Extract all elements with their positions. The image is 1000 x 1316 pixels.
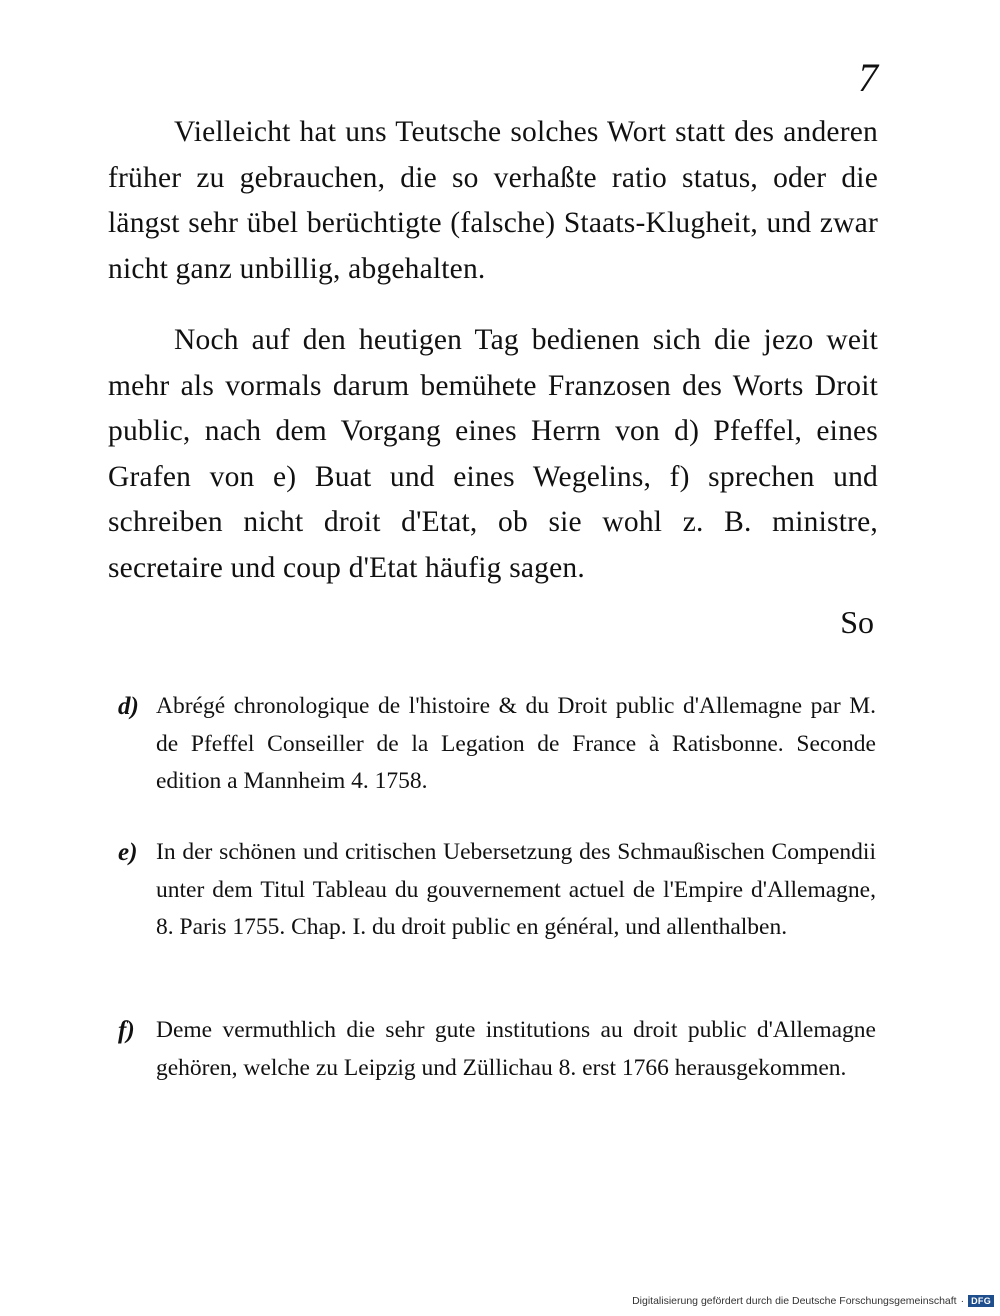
paragraph-1-text: Vielleicht hat uns Teutsche solches Wort statt des anderen früher zu gebrauchen, die so verhaßte ratio status, oder die längst sehr übel berüchtigte (falsche) Staats-Klugheit, und zwar nicht ganz unbillig, abgehalten. — [108, 116, 878, 285]
footnote-d — [118, 688, 876, 801]
footnote-e-mark: e) — [118, 839, 138, 866]
footer-separator: · — [960, 1295, 965, 1307]
footnote-d-text: Abrégé chronologique de l'histoire & du Droit public d'Allemagne par M. de Pfeffel Conseiller de la Legation de France à Ratisbonne. Seconde edition a Mannheim 4. 1758. — [156, 693, 876, 794]
footnote-f — [118, 1012, 876, 1087]
paragraph-1 — [108, 110, 878, 292]
footnote-e-text: In der schönen und critischen Uebersetzung des Schmaußischen Compendii unter dem Titul Tableau du gouvernement actuel de l'Empire d'Allemagne, 8. Paris 1755. Chap. I. du droit public en général, und allenthalben. — [156, 839, 876, 940]
catchword: So — [840, 604, 874, 640]
footnote-e — [118, 834, 876, 947]
paragraph-2 — [108, 318, 878, 591]
digitization-footer — [632, 1294, 994, 1308]
footnote-d-mark: d) — [118, 693, 139, 720]
footnote-f-mark: f) — [118, 1017, 135, 1044]
footnote-f-text: Deme vermuthlich die sehr gute institutions au droit public d'Allemagne gehören, welche zu Leipzig und Züllichau 8. erst 1766 herausgekommen. — [156, 1017, 876, 1081]
page-number: 7 — [858, 55, 878, 100]
dfg-logo-icon: DFG — [968, 1295, 994, 1307]
footer-credit-text: Digitalisierung gefördert durch die Deutsche Forschungsgemeinschaft — [632, 1295, 957, 1307]
paragraph-2-text: Noch auf den heutigen Tag bedienen sich die jezo weit mehr als vormals darum bemühete Franzosen des Worts Droit public, nach dem Vorgang eines Herrn von d) Pfeffel, eines Grafen von e) Buat und eines Wegelins, f) sprechen und schreiben nicht droit d'Etat, ob sie wohl z. B. ministre, secretaire und coup d'Etat häufig sagen. — [108, 324, 878, 584]
